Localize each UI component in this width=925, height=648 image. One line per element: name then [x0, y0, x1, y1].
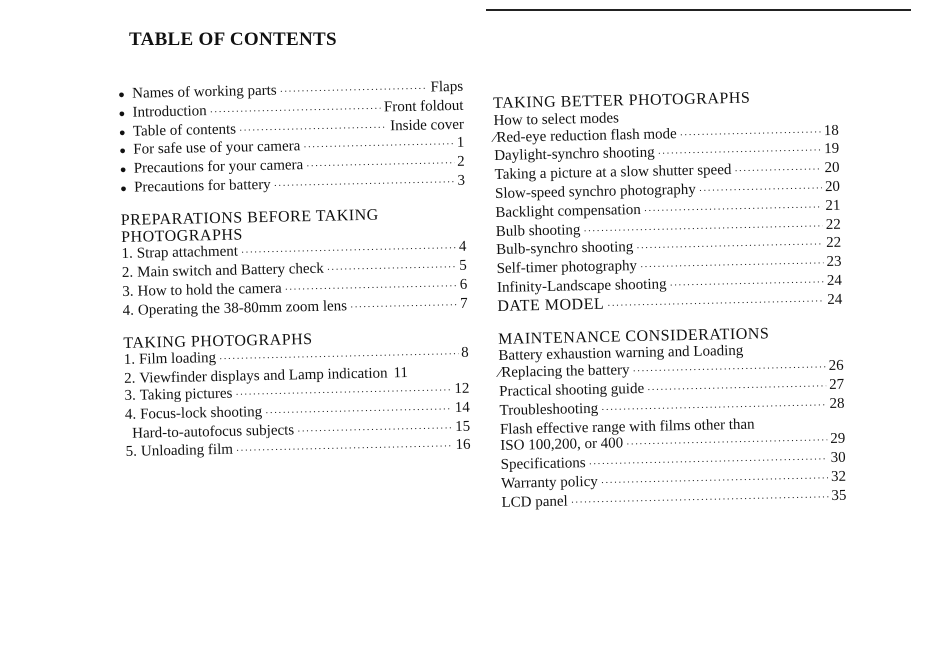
toc-entry[interactable]: ● For safe use of your camera ····· 1 [119, 135, 464, 161]
toc-entry[interactable]: 2. Viewfinder displays and Lamp indication 11 [123, 365, 409, 388]
bullet-icon: ● [118, 107, 126, 120]
section-heading: PHOTOGRAPHS [120, 225, 244, 246]
toc-entry[interactable]: ∕ Red-eye reduction flash mode ····· 18 [494, 122, 839, 148]
slash-icon: ∕ [493, 129, 497, 146]
toc-entry[interactable]: Troubleshooting ····· 28 [499, 395, 844, 421]
slash-icon: ∕ [498, 365, 502, 382]
leader-dots [236, 439, 453, 460]
leader-dots [658, 144, 822, 164]
toc-entry[interactable]: 2. Main switch and Battery check ····· 5 [122, 258, 467, 284]
toc-entry[interactable]: Taking a picture at a slow shutter speed ····· 20 [494, 160, 839, 186]
section-subheading: How to select modes [493, 110, 620, 129]
toc-entry[interactable]: Slow-speed synchro photography ····· 20 [495, 179, 840, 205]
top-rule [486, 9, 911, 11]
leader-dots [699, 181, 823, 200]
left-column [118, 79, 471, 463]
leader-dots [350, 298, 457, 317]
toc-entry[interactable]: DATE MODEL ····· 24 [497, 291, 842, 317]
toc-entry[interactable]: ISO 100,200, or 400 ····· 29 [500, 431, 845, 457]
toc-entry[interactable]: 4. Focus-lock shooting ····· 14 [125, 399, 470, 425]
toc-entry[interactable]: Bulb-synchro shooting ····· 22 [496, 235, 841, 261]
toc-entry[interactable]: 4. Operating the 38-80mm zoom lens ····· 7 [123, 295, 468, 321]
bullet-icon: ● [118, 126, 126, 139]
leader-dots [210, 101, 382, 121]
leader-dots [571, 490, 829, 512]
toc-entry[interactable]: ∕ Replacing the battery ····· 26 [499, 358, 844, 384]
right-column [493, 89, 847, 514]
toc-entry[interactable]: ● Table of contents ····· Inside cover [119, 116, 464, 142]
toc-entry[interactable]: Practical shooting guide ····· 27 [499, 377, 844, 403]
section-heading: MAINTENANCE CONSIDERATIONS [497, 324, 770, 348]
toc-entry[interactable]: 5. Unloading film ····· 16 [126, 437, 471, 463]
leader-dots [306, 156, 454, 176]
toc-entry[interactable]: Infinity-Landscape shooting ····· 24 [497, 273, 842, 299]
leader-dots [669, 275, 824, 295]
toc-entry[interactable]: LCD panel ····· 35 [501, 487, 846, 513]
toc-entry[interactable]: ● Precautions for battery ····· 3 [120, 173, 465, 199]
leader-dots [327, 260, 457, 280]
bullet-icon: ● [118, 88, 125, 101]
bullet-icon: ● [119, 145, 127, 158]
toc-entry[interactable]: ● Precautions for your camera ····· 2 [120, 154, 465, 180]
toc-entry[interactable]: Backlight compensation ····· 21 [495, 198, 840, 224]
toc-entry[interactable]: Self-timer photography ····· 23 [496, 254, 841, 280]
leader-dots [303, 137, 454, 157]
section-subheading: Battery exhaustion warning and Loading [498, 343, 744, 365]
section-heading: TAKING BETTER PHOTOGRAPHS [492, 89, 751, 112]
toc-entry[interactable]: 3. Taking pictures ····· 12 [124, 381, 469, 407]
bullet-icon: ● [119, 164, 127, 177]
toc-entry[interactable]: 3. How to hold the camera ····· 6 [122, 277, 467, 303]
page-title: TABLE OF CONTENTS [129, 29, 337, 50]
leader-dots [285, 279, 457, 299]
toc-entry-line: Flash effective range with films other than [499, 416, 755, 438]
toc-entry[interactable]: Specifications ····· 30 [501, 450, 846, 476]
toc-entry[interactable]: Daylight-synchro shooting ····· 19 [494, 141, 839, 167]
toc-entry[interactable]: Bulb shooting ····· 22 [496, 216, 841, 242]
toc-entry[interactable]: 1. Strap attachment ····· 4 [121, 239, 466, 265]
section-heading: TAKING PHOTOGRAPHS [123, 330, 313, 352]
section-heading: PREPARATIONS BEFORE TAKING [120, 206, 379, 229]
toc-entry[interactable]: Warranty policy ····· 32 [501, 469, 846, 495]
leader-dots [239, 120, 388, 140]
toc-entry[interactable]: Hard-to-autofocus subjects ····· 15 [125, 418, 470, 444]
leader-dots [297, 421, 452, 441]
toc-entry[interactable]: ● Introduction ····· Front foldout [118, 98, 463, 124]
toc-entry[interactable]: ● Names of working parts ····· Flaps [118, 79, 463, 105]
bullet-icon: ● [120, 182, 127, 195]
leader-dots [734, 162, 822, 181]
toc-entry[interactable]: 1. Film loading ····· 8 [124, 345, 469, 371]
leader-dots [680, 125, 821, 145]
